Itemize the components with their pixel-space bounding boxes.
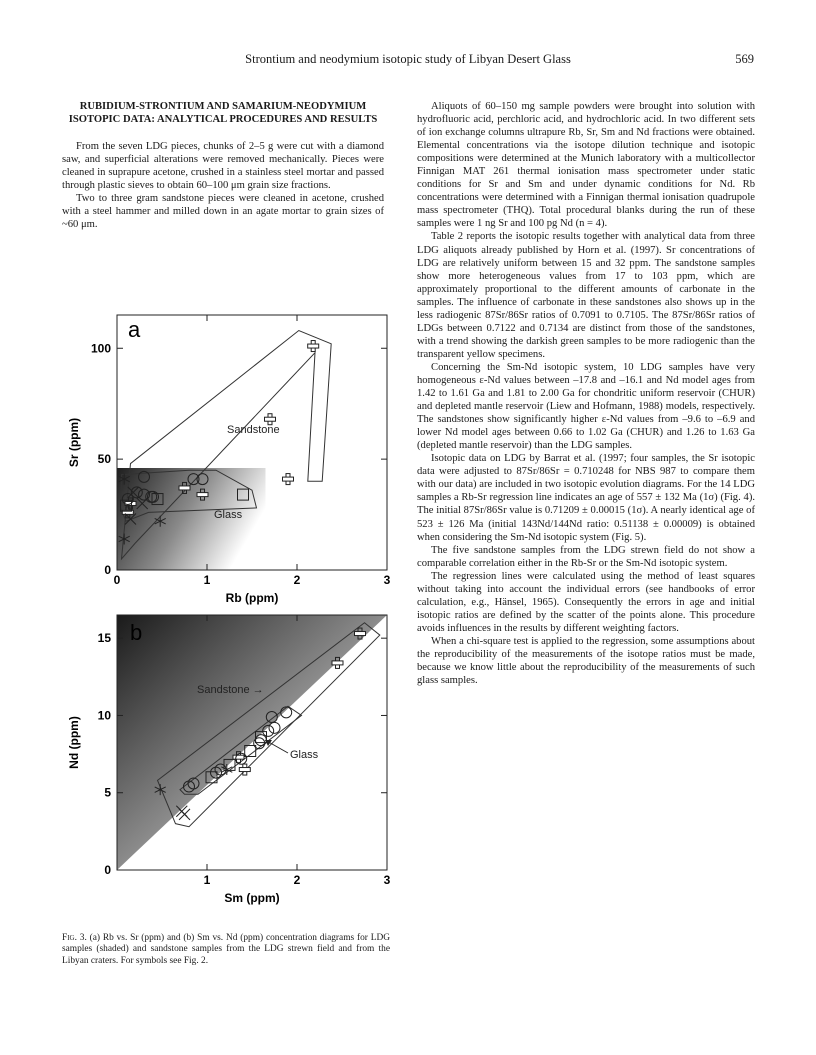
paragraph: Isotopic data on LDG by Barrat et al. (1997; four samples, the Sr isotopic data were adjusted to 87Sr/86Sr = 0.710248 for NBS 987 to compare them with our data) are included in two isotopic evolution diagrams. For the 14 LDG samples a Rb-Sr regression line indicates an age of 557 ± 132 Ma (1σ) (Fig. 4). The initial 87Sr/86Sr value is 0.71209 ± 0.00015 (1σ). A nearly identical age of 523 ± 126 Ma (initial 143Nd/144Nd ratio: 0.51138 ± 0.00009) is obtained when considering the Sm-Nd isotopic system (Fig. 5). xyxy=(417,453,755,543)
paragraph: Table 2 reports the isotopic results together with analytical data from three LDG aliquots already published by Horn et al. (1997). Sr concentrations of LDG are relatively uniform between 15 and 32 ppm. The sandstone samples show more heterogeneous values from 17 to 103 ppm, which are approximately proportional to the different amounts of carbonate in the samples. The influence of carbonate in these sandstones also shows up in the less radiogenic 87Sr/86Sr ratios of 0.7091 to 0.7105. The 87Sr/86Sr ratios of LDGs between 0.7122 and 0.7134 are distinct from those of the sandstones, with a trend showing the darkish green samples to be more radiogenic than the transparent yellow specimens. xyxy=(417,231,755,360)
caption-label: Fig. 3. xyxy=(62,933,87,943)
data-point-cross-bar xyxy=(233,755,244,759)
data-point-cross-bar xyxy=(308,344,319,348)
x-tick-label: 1 xyxy=(203,573,211,587)
panel-b xyxy=(67,615,391,905)
x-tick-label: 2 xyxy=(293,573,301,587)
y-tick-label: 0 xyxy=(104,863,111,877)
panel-letter: a xyxy=(128,317,141,342)
paragraph: Concerning the Sm-Nd isotopic system, 10 LDG samples have very homogeneous ε-Nd values between –17.8 and –16.1 and Nd model ages from 1.42 to 1.61 Ga and 1.81 to 2.00 Ga for chondritic uniform reservoir (CHUR) and depleted mantle reservoir (Liew and Hofmann, 1988) models, respectively. The sandstones show significantly higher ε-Nd values from –9.6 to –6.9 and lower Nd model ages between 0.66 to 1.02 Ga (CHUR) and 1.26 to 1.63 Ga (depleted mantle reservoir) than the LDG samples. xyxy=(417,361,755,452)
page-number: 569 xyxy=(735,52,754,66)
y-tick-label: 100 xyxy=(90,341,111,356)
x-axis-label: Rb (ppm) xyxy=(225,591,279,605)
paragraph: Two to three gram sandstone pieces were cleaned in acetone, crushed with a steel hammer and milled down in an agate mortar to grain sizes of ~60 μm. xyxy=(62,193,384,231)
y-axis-label: Sr (ppm) xyxy=(67,417,81,468)
right-column xyxy=(417,100,755,687)
annotation-glass: Glass xyxy=(290,749,319,761)
paragraph: Aliquots of 60–150 mg sample powders were brought into solution with hydrofluoric acid, perchloric acid, and hydrochloric acid. In two different sets of ion exchange columns ultrapure Rb, Sr, Sm and Nd fractions were obtained. Elemental concentrations via the isotope dilution technique and isotopic compositions were determined at the Munich laboratory with a multicollector Finnigan MAT 261 thermal ionisation mass spectrometer under static conditions for Sr and Sm and under dynamic conditions for Nd. Rb concentrations were determined with a Finnigan thermal ionisation quadrupole mass spectrometer (THQ). Total procedural blanks during the run of these samples were 1 ng Sr and 100 pg Nd (n = 4). xyxy=(417,101,755,230)
data-point-cross-bar xyxy=(355,632,366,636)
data-point-x xyxy=(179,809,190,820)
paragraph: From the seven LDG pieces, chunks of 2–5 g were cut with a diamond saw, and superficial alterations were removed mechanically. Pieces were cleaned in suprapure acetone, crushed in a stainless steel mortar and passed through plastic sieves to obtain 60–100 μm grain size fractions. xyxy=(62,141,384,192)
y-tick-label: 0 xyxy=(104,563,111,577)
paragraph: The regression lines were calculated using the method of least squares without taking into account the individual errors (see handbooks of error calculation, e.g., Hänsel, 1965). Consequently the errors in age and initial isotopic ratios are defined by the scatter of the points alone. This procedure avoids influences in the results by different weighting factors. xyxy=(417,570,755,634)
panel-letter: b xyxy=(130,620,143,645)
y-tick-label: 5 xyxy=(104,785,111,800)
data-point-cross-bar xyxy=(265,417,276,421)
section-heading: RUBIDIUM-STRONTIUM AND SAMARIUM-NEODYMIUM ISOTOPIC DATA: ANALYTICAL PROCEDURES AND RESULTS xyxy=(68,101,378,126)
figure-3 xyxy=(62,300,407,920)
y-axis-label: Nd (ppm) xyxy=(67,716,81,769)
annotation-sandstone: Sandstone xyxy=(227,424,280,436)
y-tick-label: 15 xyxy=(97,631,111,646)
data-point-cross-bar xyxy=(283,477,294,481)
left-column xyxy=(62,100,384,231)
data-point-circle xyxy=(256,735,267,746)
data-point-cross-bar xyxy=(197,493,208,497)
annotation-glass: Glass xyxy=(214,509,243,521)
x-tick-label: 1 xyxy=(203,873,211,887)
paragraph: The five sandstone samples from the LDG strewn field do not show a comparable correlation either in the Rb-Sr or the Sm-Nd isotopic system. xyxy=(417,544,755,569)
data-point-cross-bar xyxy=(239,768,250,772)
figure-3-svg xyxy=(62,300,407,920)
x-axis-label: Sm (ppm) xyxy=(224,891,280,905)
x-tick-label: 3 xyxy=(383,573,391,587)
running-title: Strontium and neodymium isotopic study of Libyan Desert Glass xyxy=(245,52,571,66)
caption-text: (a) Rb vs. Sr (ppm) and (b) Sm vs. Nd (ppm) concentration diagrams for LDG samples (shaded) and sandstone samples from the LDG strewn field and from the Libyan craters. For symbols see Fig. 2. xyxy=(62,933,390,966)
data-point-circle xyxy=(269,722,280,733)
x-tick-label: 3 xyxy=(383,873,391,887)
glass-shading xyxy=(117,615,387,870)
figure-caption xyxy=(62,933,390,967)
y-tick-label: 10 xyxy=(97,708,111,723)
x-tick-label: 2 xyxy=(293,873,301,887)
data-point-cross-bar xyxy=(332,661,343,665)
x-tick-label: 0 xyxy=(113,573,121,587)
annotation-sandstone: Sandstone → xyxy=(197,684,264,696)
data-point-cross-bar xyxy=(179,486,190,490)
paragraph: When a chi-square test is applied to the regression, some assumptions about the reproducibility of the measurements of the isotope ratios must be made, because we know little about the reproducibility of the measurements of such glass samples. xyxy=(417,635,755,687)
y-tick-label: 50 xyxy=(97,452,111,467)
panel-a xyxy=(67,315,391,605)
